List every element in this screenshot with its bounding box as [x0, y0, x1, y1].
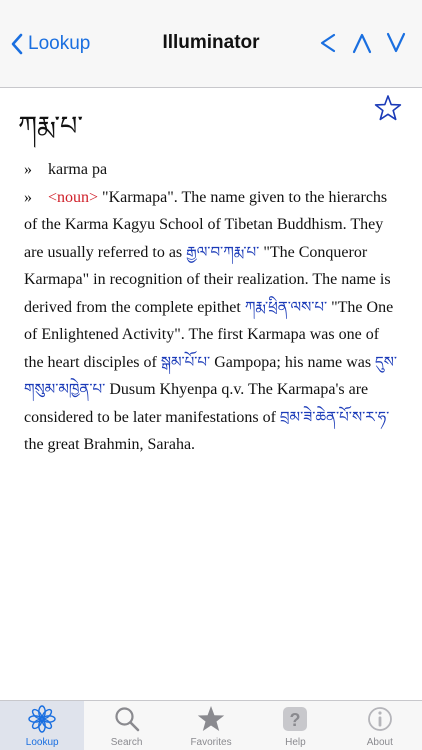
- navigation-bar: [0, 0, 422, 88]
- lotus-icon: [27, 704, 57, 734]
- entry-navigation: [316, 30, 408, 56]
- tab-search[interactable]: [84, 701, 168, 750]
- tab-help[interactable]: [253, 701, 337, 750]
- chevron-left-icon: [319, 32, 337, 54]
- tab-label: About: [366, 737, 393, 748]
- info-icon: [365, 704, 395, 734]
- romanization-line: [24, 156, 400, 184]
- tibetan-link[interactable]: དུས་གསུམ་མཁྱེན་པ་: [24, 352, 398, 398]
- tab-label: Favorites: [190, 737, 232, 748]
- definition-text: "Karmapa". The name given to the hierarchs of the Karma Kagyu School of Tibetan Buddhism. They are usually referred to as: [24, 188, 388, 261]
- part-of-speech: <noun>: [48, 188, 99, 206]
- tab-lookup[interactable]: [0, 701, 84, 750]
- favorite-button[interactable]: [374, 94, 402, 122]
- definition-text: Gampopa; his name was: [210, 353, 376, 371]
- romanization: karma pa: [48, 161, 108, 178]
- search-icon: [112, 704, 142, 734]
- scroll-up-button[interactable]: [350, 30, 374, 56]
- definition-text: "The One of Enlightened Activity". The first Karmapa was one of the heart disciples of: [24, 298, 394, 371]
- tab-label: Search: [110, 737, 143, 748]
- definition-text: "The Conqueror Karmapa" in recognition of their realization. The name is derived from the complete epithet: [24, 243, 391, 316]
- star-outline-icon: [374, 94, 402, 122]
- star-icon: [196, 704, 226, 734]
- svg-text:?: ?: [289, 710, 301, 730]
- back-button-label: Lookup: [28, 33, 91, 54]
- chevron-left-icon: [10, 33, 24, 55]
- bullet: »: [24, 161, 32, 178]
- page-title: Illuminator: [162, 32, 260, 53]
- tab-bar: [0, 700, 422, 750]
- tibetan-link[interactable]: སྒམ་པོ་པ་: [160, 352, 211, 371]
- back-button[interactable]: [10, 30, 90, 58]
- tibetan-link[interactable]: བྲམ་ཟེ་ཆེན་པོ་ས་ར་ཧ་: [279, 407, 390, 426]
- bullet: »: [24, 188, 32, 206]
- help-icon: [280, 704, 310, 734]
- scroll-down-button[interactable]: [384, 30, 408, 56]
- definition-text: the great Brahmin, Saraha.: [24, 436, 196, 453]
- tab-favorites[interactable]: [169, 701, 253, 750]
- tab-about[interactable]: [338, 701, 422, 750]
- definition: [24, 184, 400, 459]
- definition-text: Dusum Khyenpa q.v. The Karmapa's are considered to be later manifestations of: [24, 381, 369, 426]
- chevron-down-icon: [386, 32, 406, 54]
- tab-label: Help: [285, 737, 306, 748]
- tibetan-link[interactable]: རྒྱལ་བ་ཀརྨ་པ་: [186, 242, 260, 261]
- chevron-up-icon: [352, 32, 372, 54]
- headword: ཀརྨ་པ་: [18, 111, 83, 142]
- previous-entry-button[interactable]: [316, 30, 340, 56]
- dictionary-entry: [24, 156, 400, 459]
- tab-label: Lookup: [25, 737, 59, 748]
- tibetan-link[interactable]: ཀརྨ་ཕྲིན་ལས་པ་: [244, 297, 328, 316]
